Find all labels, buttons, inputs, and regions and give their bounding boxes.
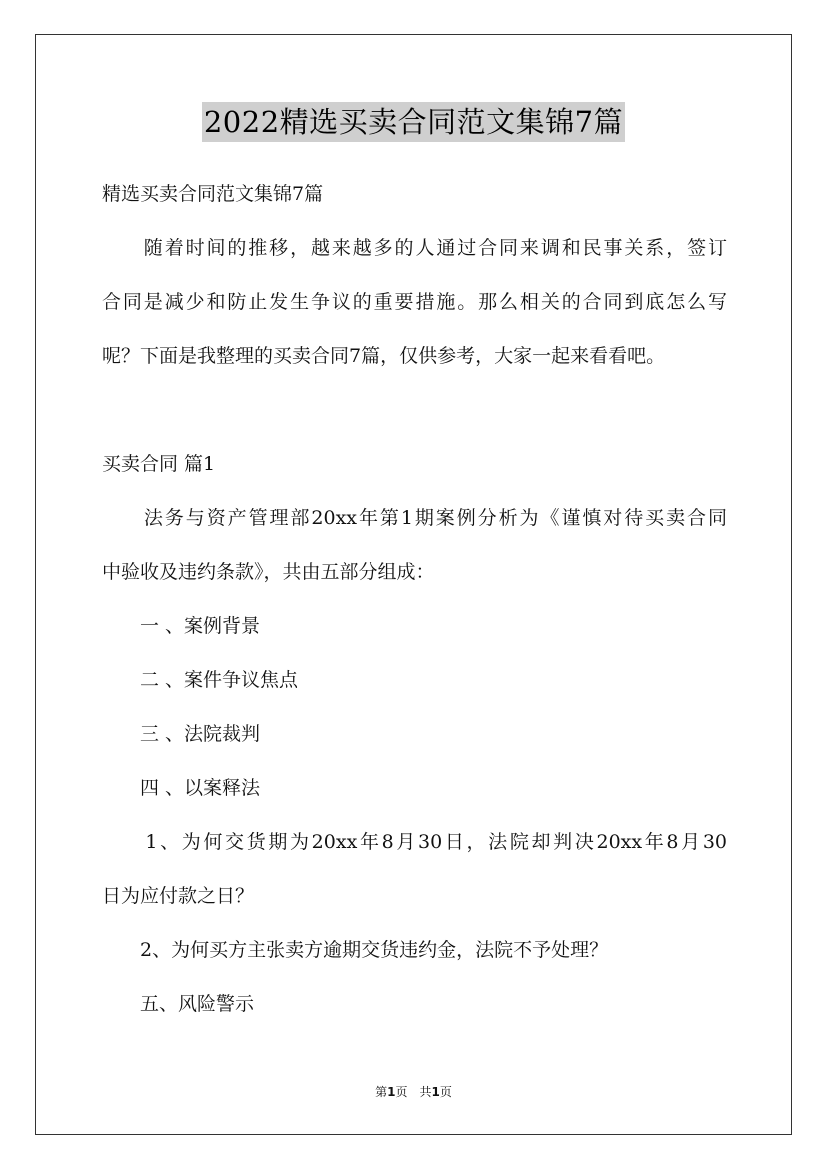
intro-line-1: 随着时间的推移，越来越多的人通过合同来调和民事关系，签订 [102, 237, 727, 259]
outline-item-4: 四 、以案释法 [102, 777, 261, 799]
section-para-line-2: 中验收及违约条款》，共由五部分组成： [102, 561, 435, 583]
title-wrap [0, 102, 827, 142]
question-2: 2、为何买方主张卖方逾期交货违约金，法院不予处理？ [102, 939, 609, 961]
page-footer [0, 1084, 827, 1100]
outline-item-1: 一 、案例背景 [102, 615, 261, 637]
risk-warning-heading: 五、风险警示 [102, 993, 255, 1015]
question-1-line-2: 日为应付款之日？ [102, 885, 255, 907]
intro-line-2: 合同是减少和防止发生争议的重要措施。那么相关的合同到底怎么写 [102, 291, 727, 313]
footer-page-mid: 页 共 [395, 1085, 432, 1099]
footer-page-number: 1 [387, 1085, 396, 1099]
section-heading: 买卖合同 篇1 [102, 453, 216, 475]
question-1-line-1: 1、为何交货期为20xx年8月30日，法院却判决20xx年8月30 [102, 831, 727, 853]
outline-item-2: 二 、案件争议焦点 [102, 669, 299, 691]
footer-page-total: 1 [431, 1085, 440, 1099]
outline-item-3: 三 、法院裁判 [102, 723, 261, 745]
document-title: 2022精选买卖合同范文集锦7篇 [202, 102, 625, 142]
intro-line-3: 呢？下面是我整理的买卖合同7篇，仅供参考，大家一起来看看吧。 [102, 345, 666, 367]
section-para-line-1: 法务与资产管理部20xx年第1期案例分析为《谨慎对待买卖合同 [102, 507, 727, 529]
footer-page-suffix: 页 [439, 1085, 452, 1099]
footer-page-prefix: 第 [375, 1085, 388, 1099]
document-subtitle: 精选买卖合同范文集锦7篇 [102, 183, 324, 205]
